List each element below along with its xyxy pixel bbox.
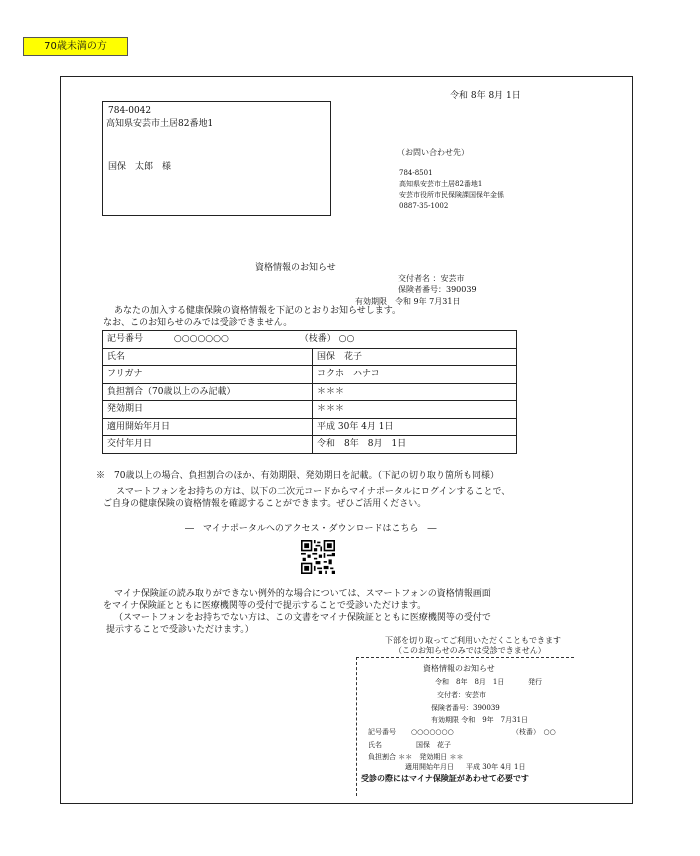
smartphone-note-2: ご自身の健康保険の資格情報を確認することができます。ぜひご活用ください。 [103, 499, 427, 509]
notice-expiry: 有効期限 令和 9年 7月31日 [355, 297, 461, 306]
note-age-70: ※ 70歳以上の場合、負担割合のほか、有効期限、発効期日を記載。（下記の切り取り箇所も同様） [96, 471, 499, 481]
cutout-hint-2: （このお知らせのみでは受診できません） [394, 646, 546, 655]
issue-date-value: 令和 8年 8月 1日 [313, 436, 517, 454]
issue-date-label: 交付年月日 [103, 436, 313, 454]
cutout-insurer-number: 保険者番号：390039 [431, 704, 500, 712]
contact-phone: 0887-35-1002 [399, 202, 449, 210]
name-label: 氏名 [103, 348, 313, 366]
cutout-title: 資格情報のお知らせ [423, 664, 495, 673]
card-number-value: ○○○○○○○ [173, 334, 229, 345]
smartphone-note-1: スマートフォンをお持ちの方は、以下の二次元コードからマイナポータルにログインすることで、 [116, 487, 511, 497]
contact-header: （お問い合わせ先） [397, 148, 469, 157]
notice-intro-1: あなたの加入する健康保険の資格情報を下記のとおりお知らせします。 [114, 306, 402, 316]
table-row [103, 331, 517, 349]
start-date-value: 平成 30年 4月 1日 [313, 418, 517, 436]
burden-ratio-label: 負担割合（70歳以上のみ記載） [103, 383, 313, 401]
notice-issuer: 交付者名 ：安芸市 [398, 274, 465, 283]
table-row [103, 383, 517, 401]
notice-intro-2: なお、このお知らせのみでは受診できません。 [103, 318, 293, 328]
myna-paragraph-1: マイナ保険証の読み取りができない例外的な場合については、スマートフォンの資格情報画面 [114, 589, 491, 599]
recipient-name: 国保 太郎 様 [108, 162, 172, 172]
cutout-name-label: 氏名 [368, 741, 382, 749]
notice-insurer-number: 保険者番号：390039 [398, 285, 477, 294]
cutout-expiry: 有効期限 令和 9年 7月31日 [431, 716, 529, 724]
notice-title: 資格情報のお知らせ [255, 263, 336, 273]
cutout-hint-1: 下部を切り取ってご利用いただくこともできます [385, 636, 561, 645]
cutout-issuer: 交付者：安芸市 [437, 691, 486, 699]
cutout-number-value: ○○○○○○○ [411, 728, 454, 736]
table-row [103, 366, 517, 384]
table-cell [103, 331, 517, 349]
issue-date: 令和 8年 8月 1日 [450, 91, 521, 101]
effective-date-label: 発効期日 [103, 401, 313, 419]
myna-paragraph-4: 提示することで受診いただけます。） [106, 625, 254, 635]
effective-date-value: ＊＊＊ [313, 401, 517, 419]
table-row [103, 418, 517, 436]
age-category-label: 70歳未満の方 [23, 37, 128, 56]
myna-paragraph-2: をマイナ保険証とともに医療機関等の受付で提示することで受診いただけます。 [103, 601, 427, 611]
cutout-start-label: 適用開始年月日 [405, 763, 454, 771]
recipient-address: 高知県安芸市土居82番地1 [106, 119, 214, 129]
cutout-issued: 発行 [528, 678, 542, 686]
contact-postal: 784-8501 [399, 169, 433, 177]
qr-code-icon[interactable] [301, 540, 335, 574]
furigana-label: フリガナ [103, 366, 313, 384]
contact-address: 高知県安芸市土居82番地1 [399, 180, 483, 188]
cutout-date: 令和 8年 8月 1日 [435, 678, 505, 686]
cutout-name-value: 国保 花子 [416, 741, 451, 749]
branch-number: （枝番） ○○ [299, 334, 355, 345]
contact-dept: 安芸市役所市民保険課国保年金係 [399, 191, 504, 199]
table-row [103, 348, 517, 366]
recipient-postal: 784-0042 [108, 106, 152, 116]
burden-ratio-value: ＊＊＊ [313, 383, 517, 401]
cutout-footer: 受診の際にはマイナ保険証があわせて必要です [361, 773, 529, 783]
mynaportal-access-heading: ― マイナポータルへのアクセス・ダウンロードはこちら ― [185, 524, 437, 534]
name-value: 国保 花子 [313, 348, 517, 366]
cutout-start-value: 平成 30年 4月 1日 [466, 763, 526, 771]
furigana-value: コクホ ハナコ [313, 366, 517, 384]
table-row [103, 436, 517, 454]
cutout-burden-ratio: 負担割合 ＊＊ 発効期日 ＊＊ [368, 753, 464, 761]
card-number-label: 記号番号 [107, 334, 144, 345]
qualification-table [102, 330, 517, 454]
cutout-number-label: 記号番号 [368, 728, 396, 736]
start-date-label: 適用開始年月日 [103, 418, 313, 436]
cutout-branch: （枝番） ○○ [512, 728, 556, 736]
table-row [103, 401, 517, 419]
myna-paragraph-3: （スマートフォンをお持ちでない方は、この文書をマイナ保険証とともに医療機関等の受付で [114, 613, 491, 623]
